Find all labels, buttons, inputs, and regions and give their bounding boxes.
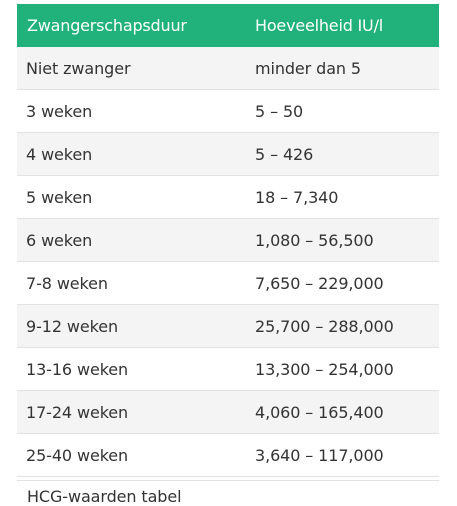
table-row xyxy=(17,47,439,90)
table-row xyxy=(17,176,439,219)
table-row xyxy=(17,90,439,133)
table-row xyxy=(17,219,439,262)
table-body xyxy=(17,47,439,477)
amount-cell: 4,060 – 165,400 xyxy=(247,391,439,434)
header-amount-iu-l: Hoeveelheid IU/l xyxy=(247,4,439,47)
duration-cell: 6 weken xyxy=(17,219,247,262)
duration-cell: 17-24 weken xyxy=(17,391,247,434)
amount-cell: 7,650 – 229,000 xyxy=(247,262,439,305)
duration-cell: 4 weken xyxy=(17,133,247,176)
duration-cell: 25-40 weken xyxy=(17,434,247,477)
amount-cell: 5 – 50 xyxy=(247,90,439,133)
caption-divider xyxy=(17,480,439,481)
table-row xyxy=(17,348,439,391)
table-header xyxy=(17,4,439,47)
hcg-values-table xyxy=(17,4,439,477)
table-row xyxy=(17,133,439,176)
amount-cell: 3,640 – 117,000 xyxy=(247,434,439,477)
table-caption: HCG-waarden tabel xyxy=(27,487,182,506)
amount-cell: 13,300 – 254,000 xyxy=(247,348,439,391)
duration-cell: 3 weken xyxy=(17,90,247,133)
table-row xyxy=(17,391,439,434)
duration-cell: 7-8 weken xyxy=(17,262,247,305)
table-row xyxy=(17,434,439,477)
duration-cell: 13-16 weken xyxy=(17,348,247,391)
amount-cell: 5 – 426 xyxy=(247,133,439,176)
hcg-table-container xyxy=(17,4,439,477)
table-row xyxy=(17,305,439,348)
amount-cell: 18 – 7,340 xyxy=(247,176,439,219)
amount-cell: minder dan 5 xyxy=(247,47,439,90)
duration-cell: Niet zwanger xyxy=(17,47,247,90)
header-pregnancy-duration: Zwangerschapsduur xyxy=(17,4,247,47)
amount-cell: 25,700 – 288,000 xyxy=(247,305,439,348)
header-row xyxy=(17,4,439,47)
table-row xyxy=(17,262,439,305)
duration-cell: 5 weken xyxy=(17,176,247,219)
amount-cell: 1,080 – 56,500 xyxy=(247,219,439,262)
duration-cell: 9-12 weken xyxy=(17,305,247,348)
